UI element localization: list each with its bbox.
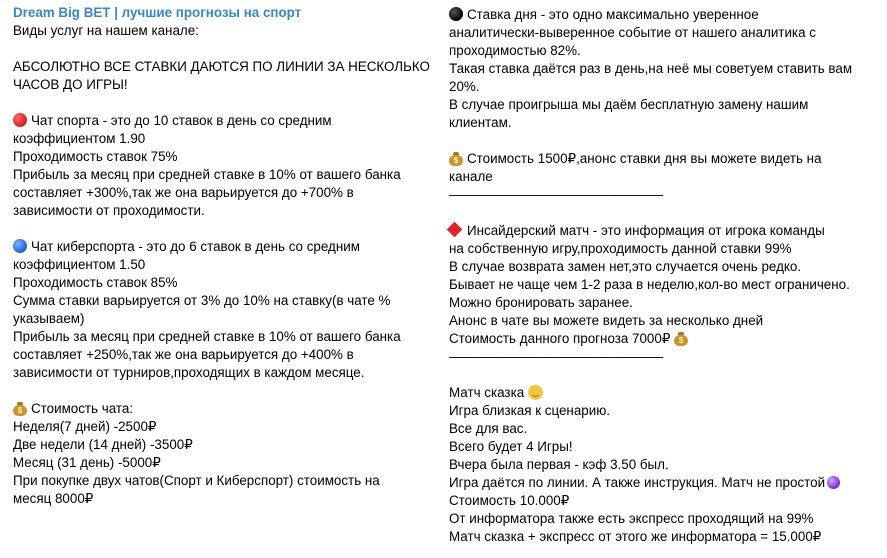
- money-bag-icon: $: [449, 151, 463, 166]
- relieved-face-icon: [528, 385, 543, 400]
- insider-line-1: [445, 222, 874, 240]
- sport-chat-title: Чат спорта - это до 10 ставок в день со средним: [31, 113, 332, 128]
- fairy-match-line-8: От информатора также есть экспресс проходящий на 99%: [449, 511, 814, 526]
- combo-line-1: При покупке двух чатов(Спорт и Киберспорт) стоимость на: [13, 473, 380, 488]
- blue-circle-icon: [13, 239, 27, 253]
- cyber-chat-line-8: зависимости от турниров,проходящих в каждом месяце.: [13, 365, 365, 380]
- cyber-chat-line-4: Сумма ставки варьируется от 3% до 10% на ставку(в чате %: [13, 293, 391, 308]
- separator-2: ————————————————: [449, 349, 664, 364]
- notice-line-1: АБСОЛЮТНО ВСЕ СТАВКИ ДАЮТСЯ ПО ЛИНИИ ЗА НЕСКОЛЬКО: [13, 59, 430, 74]
- sport-chat-line-4: Прибыль за месяц при средней ставке в 10% от вашего банка: [13, 167, 401, 182]
- black-circle-icon: [449, 7, 463, 21]
- fairy-match-line-1: [449, 384, 874, 402]
- money-bag-icon: $: [674, 331, 688, 346]
- bet-of-day-line-2: аналитически-выверенное событие от нашего аналитика с: [449, 25, 816, 40]
- bet-of-day-line-5: 20%.: [449, 79, 480, 94]
- insider-line-3: В случае возврата замен нет,это случается очень редко.: [449, 259, 802, 274]
- price-title: Стоимость чата:: [31, 401, 134, 416]
- insider-line-6: Анонс в чате вы можете видеть за несколько дней: [449, 313, 764, 328]
- bet-of-day-line-6: В случае проигрыша мы даём бесплатную замену нашим: [449, 97, 809, 112]
- cyber-chat-line-6: Прибыль за месяц при средней ставке в 10% от вашего банка: [13, 329, 401, 344]
- fairy-match-line-9: Матч сказка + экспресс от этого же информатора = 15.000₽: [449, 529, 822, 544]
- insider-price: Стоимость данного прогноза 7000₽: [449, 331, 671, 346]
- sport-chat-line-2: коэффициентом 1.90: [13, 131, 146, 146]
- sport-chat-line-3: Проходимость ставок 75%: [13, 149, 178, 164]
- fairy-match-line-2: Игра близкая к сценарию.: [449, 403, 610, 418]
- notice-line-2: ЧАСОВ ДО ИГРЫ!: [13, 77, 128, 92]
- fairy-match-line-7: Стоимость 10.000₽: [449, 493, 570, 508]
- insider-line-7: [449, 330, 874, 348]
- insider-line-4: Бывает не чаще чем 1-2 раза в неделю,кол-во мест ограничено.: [449, 277, 850, 292]
- red-circle-icon: [13, 113, 27, 127]
- fairy-match-line-5: Вчера была первая - кэф 3.50 был.: [449, 457, 669, 472]
- fairy-match-line-3: Все для вас.: [449, 421, 528, 436]
- sport-chat-line-6: зависимости от проходимости.: [13, 203, 205, 218]
- insider-title: Инсайдерский матч - это информация от игрока команды: [467, 223, 825, 238]
- price-month: Месяц (31 день) -5000₽: [13, 455, 161, 470]
- bet-of-day-line-3: проходимостью 82%.: [449, 43, 581, 58]
- cyber-chat-line-3: Проходимость ставок 85%: [13, 275, 178, 290]
- sport-chat-line-5: составляет +300%,так же она варьируется до +700% в: [13, 185, 354, 200]
- bet-of-day-title: Ставка дня - это одно максимально уверенное: [467, 7, 759, 22]
- bet-of-day-line-7: клиентам.: [449, 115, 512, 130]
- red-diamond-icon: [447, 222, 463, 238]
- bet-of-day-line-1: [449, 6, 874, 24]
- cyber-chat-line-5: указываем): [13, 311, 85, 326]
- cyber-chat-title: Чат киберспорта - это до 6 ставок в день со средним: [31, 239, 360, 254]
- price-two-weeks: Две недели (14 дней) -3500₽: [13, 437, 193, 452]
- channel-name[interactable]: Dream Big BET | лучшие прогнозы на спорт: [13, 5, 302, 20]
- cyber-chat-line-7: составляет +250%,так же она варьируется до +400% в: [13, 347, 354, 362]
- separator-1: ————————————————: [449, 187, 664, 202]
- price-week: Неделя(7 дней) -2500₽: [13, 419, 157, 434]
- bet-of-day-price-line-2: канале: [449, 169, 493, 184]
- fairy-match-line-6: [449, 474, 874, 492]
- sport-chat-line-1: [13, 112, 423, 130]
- left-message-column: [13, 0, 430, 508]
- crystal-ball-icon: [827, 476, 840, 489]
- combo-line-2: месяц 8000₽: [13, 491, 94, 506]
- right-message-column: [449, 0, 874, 546]
- bet-of-day-price: Стоимость 1500₽,анонс ставки дня вы можете видеть на: [467, 151, 822, 166]
- money-bag-icon: $: [13, 401, 27, 416]
- cyber-chat-line-2: коэффициентом 1.50: [13, 257, 146, 272]
- fairy-match-title: Матч сказка: [449, 385, 525, 400]
- insider-line-2: на собственную игру,проходимость данной ставки 99%: [449, 241, 792, 256]
- cyber-chat-line-1: [13, 238, 423, 256]
- price-title-line: [13, 400, 423, 418]
- fairy-match-line-4: Всего будет 4 Игры!: [449, 439, 573, 454]
- bet-of-day-price-line-1: [449, 150, 874, 168]
- intro-text: Виды услуг на нашем канале:: [13, 23, 199, 38]
- insider-line-5: Можно бронировать заранее.: [449, 295, 633, 310]
- bet-of-day-line-4: Такая ставка даётся раз в день,на неё мы советуем ставить вам: [449, 61, 853, 76]
- fairy-match-instruction: Игра даётся по линии. А также инструкция. Матч не простой: [449, 475, 826, 490]
